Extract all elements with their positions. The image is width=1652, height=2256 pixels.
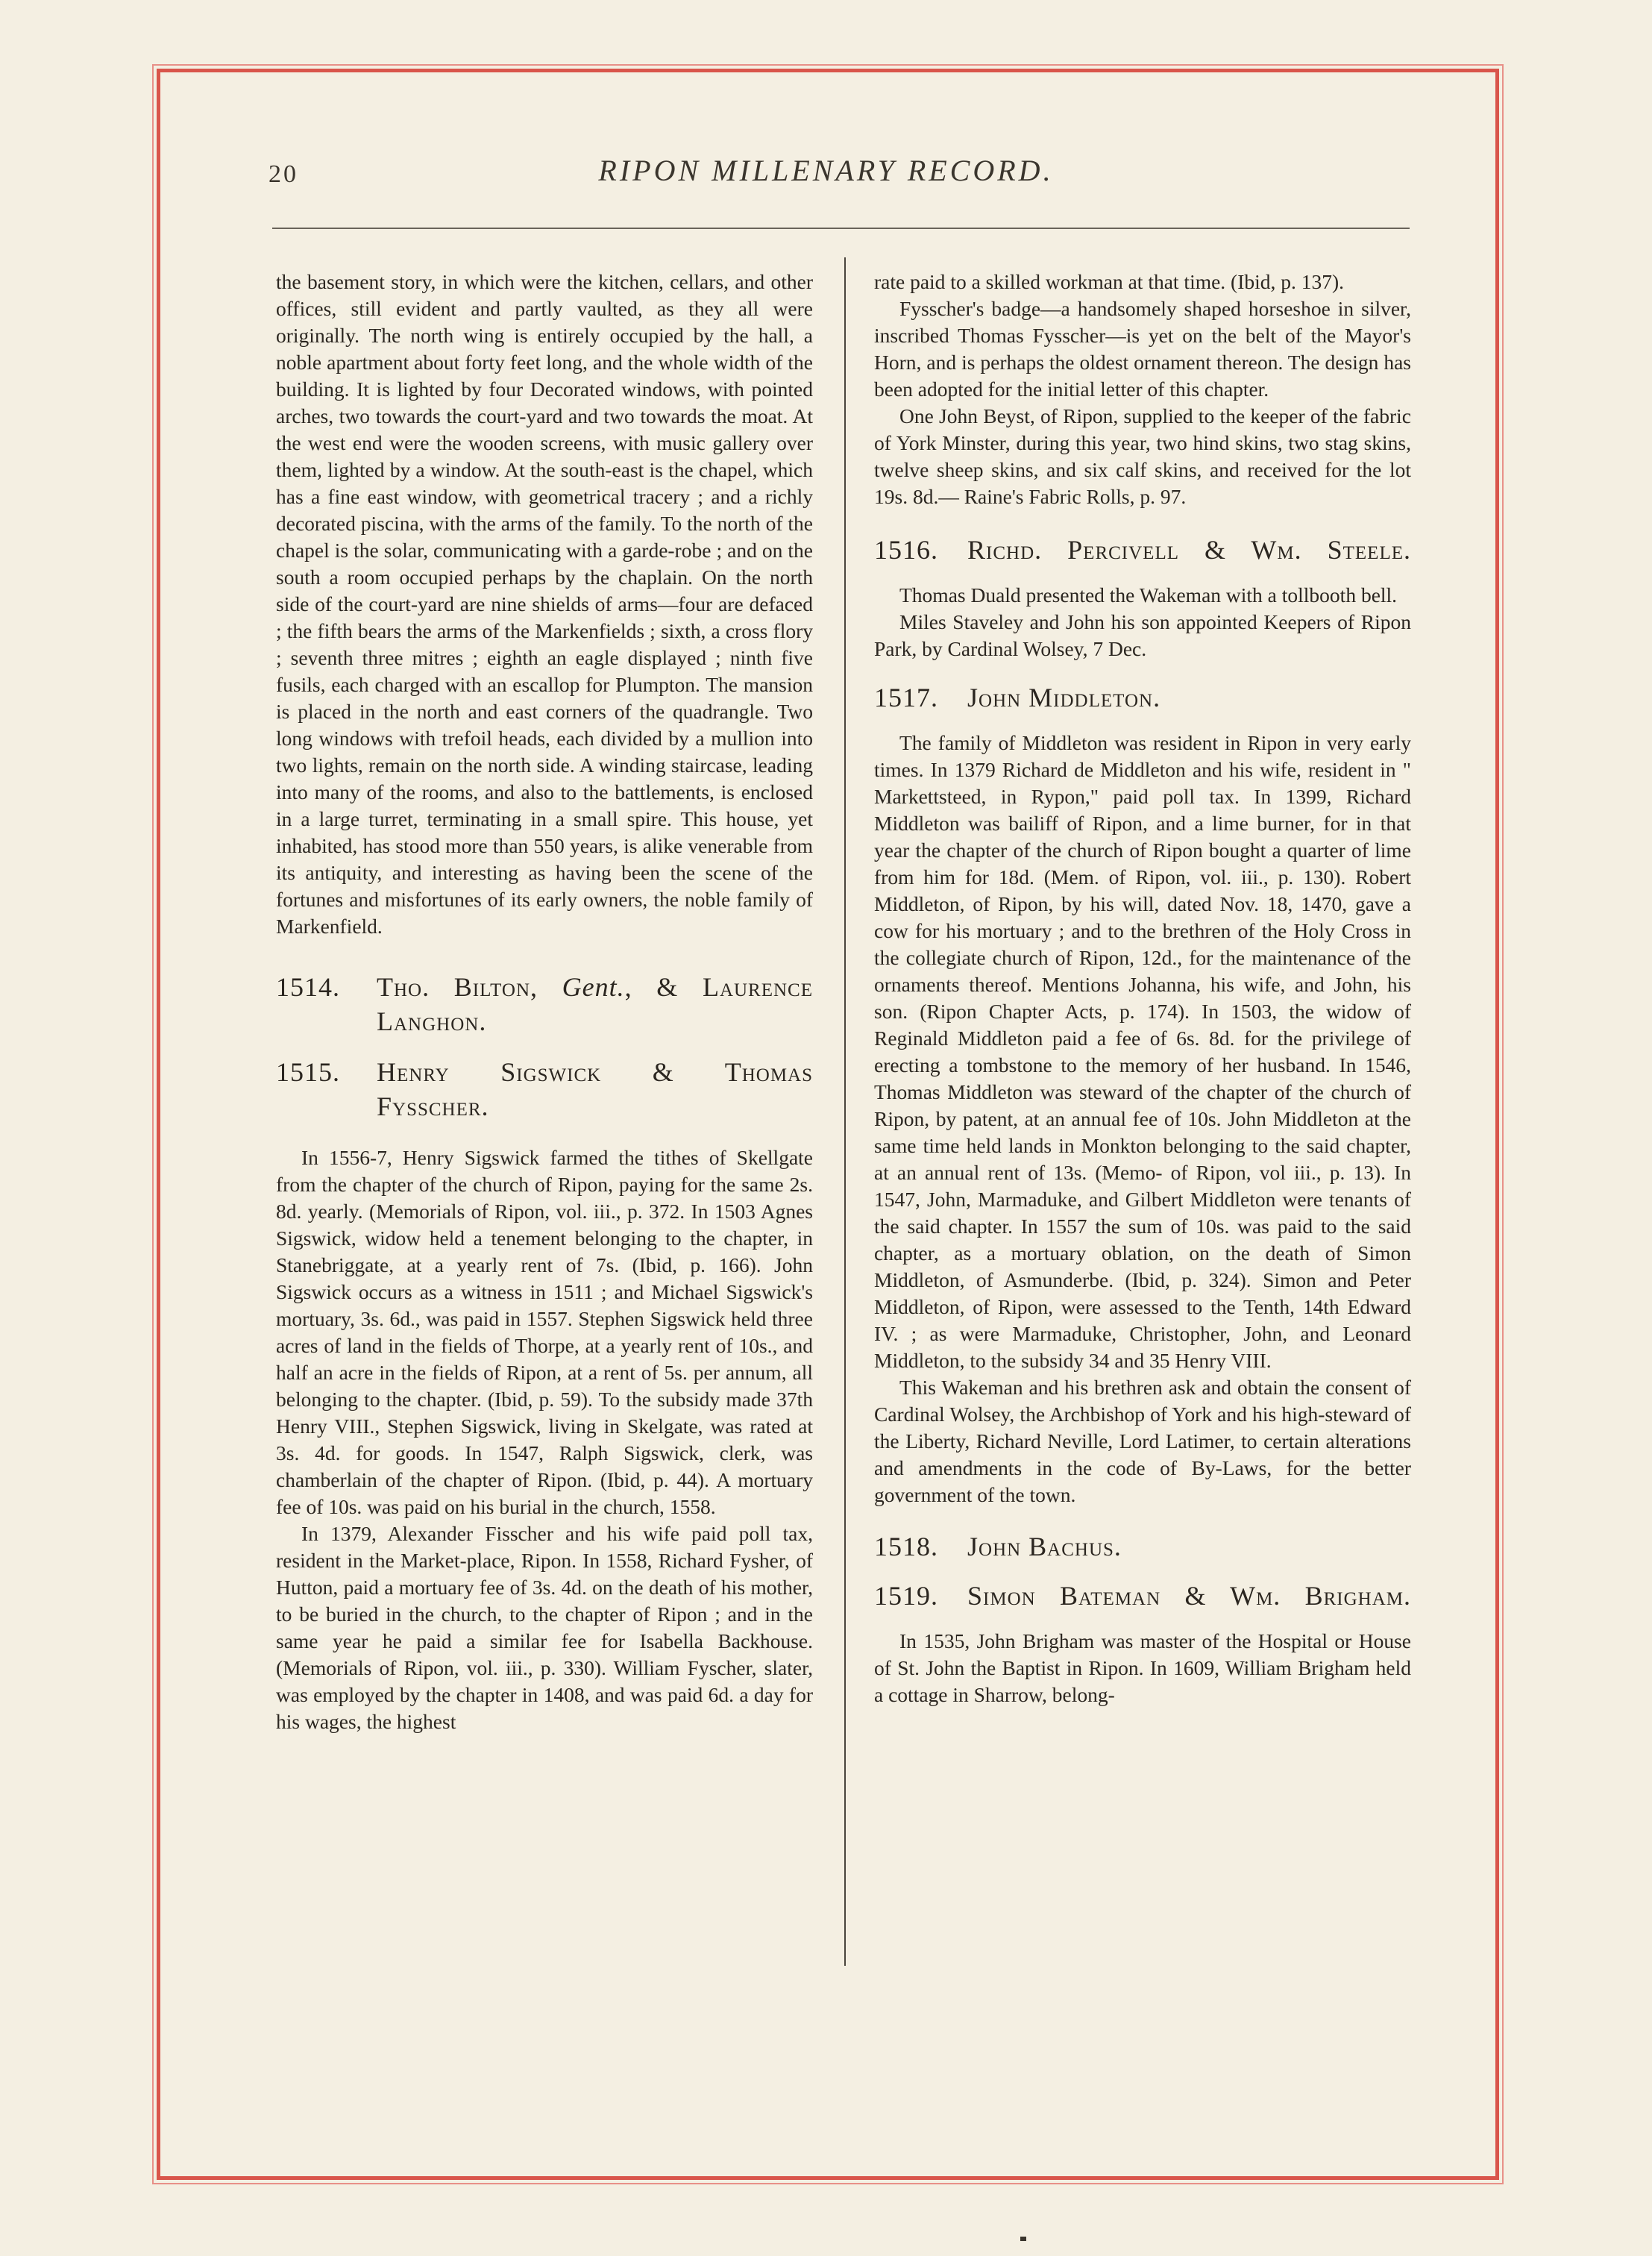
- running-title: RIPON MILLENARY RECORD.: [598, 154, 1054, 187]
- paragraph-markenfield-hall: the basement story, in which were the kitchen, cellars, and other offices, still evident and partly vaulted, as they all were originally. The north wing is entirely occupied by the hall, a noble apartment about forty feet long, and the whole width of the building. It is lighted by four Decorated windows, with pointed arches, two towards the court-yard and two towards the moat. At the west end were the wooden screens, with music gallery over them, lighted by a window. At the south-east is the chapel, which has a fine east window, with geometrical tracery ; and a richly decorated piscina, with the arms of the family. To the north of the chapel is the solar, communicating with a garde-robe ; and on the south a room occupied perhaps by the chaplain. On the north side of the court-yard are nine shields of arms—four are defaced ; the fifth bears the arms of the Markenfields ; sixth, a cross flory ; seventh three mitres ; eighth an eagle displayed ; ninth five fusils, each charged with an escallop for Plumpton. The mansion is placed in the north and east corners of the quadrangle. Two long windows with trefoil heads, each divided by a mullion into two lights, remain on the north side. A winding staircase, leading into many of the rooms, and also to the battlements, is enclosed in a large turret, terminating in a small spire. This house, yet inhabited, has stood more than 550 years, is alike venerable from its antiquity, and interesting as having been the scene of the fortunes and misfortunes of its early owners, the noble family of Markenfield.: [276, 270, 813, 938]
- right-column: [874, 269, 1411, 1708]
- heading-1516: [874, 533, 1411, 567]
- paragraph-staveley: Miles Staveley and John his son appointed Keepers of Ripon Park, by Cardinal Wolsey, 7 Dec.: [874, 610, 1411, 660]
- heading-1517: [874, 680, 1411, 715]
- heading-year: 1517.: [874, 683, 938, 712]
- paragraph-fysscher: In 1379, Alexander Fisscher and his wife paid poll tax, resident in the Market-place, Ripon. In 1558, Richard Fysher, of Hutton, paid a mortuary fee of 3s. 4d. on the death of his mother, to be buried in the church, to the chapter of Ripon ; and in the same year he paid a similar fee for Isabella Backhouse. (Memorials of Ripon, vol. iii., p. 330). William Fyscher, slater, was employed by the chapter in 1408, and was paid 6d. a day for his wages, the highest: [276, 1522, 813, 1733]
- print-mark: [1020, 2237, 1026, 2241]
- paragraph-badge: Fysscher's badge—a handsomely shaped horseshoe in silver, inscribed Thomas Fysscher—is yet on the belt of the Mayor's Horn, and is perhaps the oldest ornament thereon. The design has been adopted for the initial letter of this chapter.: [874, 297, 1411, 401]
- paragraph-continued: rate paid to a skilled workman at that time. (Ibid, p. 137).: [874, 270, 1345, 293]
- heading-names: Henry Sigswick & Thomas Fysscher.: [377, 1057, 813, 1121]
- heading-names: Tho. Bilton, Gent., & Laurence Langhon.: [377, 972, 813, 1036]
- heading-year: 1519.: [874, 1581, 938, 1611]
- paragraph-brigham: In 1535, John Brigham was master of the Hospital or House of St. John the Baptist in Ripon. In 1609, William Brigham held a cottage in Sharrow, belong-: [874, 1629, 1411, 1706]
- header-rule: [272, 228, 1410, 229]
- paragraph-beyst: One John Beyst, of Ripon, supplied to the keeper of the fabric of York Minster, during this year, two hind skins, two stag skins, twelve sheep skins, and six calf skins, and received for the lot 19s. 8d.— Raine's Fabric Rolls, p. 97.: [874, 404, 1411, 508]
- heading-names: John Bachus.: [967, 1532, 1122, 1561]
- column-divider: [844, 257, 846, 1966]
- heading-year: 1514.: [276, 972, 340, 1002]
- paragraph-duald: Thomas Duald presented the Wakeman with a tollbooth bell.: [899, 583, 1398, 607]
- heading-1515: [276, 1055, 813, 1124]
- heading-1518: [874, 1529, 1411, 1564]
- heading-names: Richd. Percivell & Wm. Steele.: [967, 535, 1411, 565]
- heading-1519: [874, 1579, 1411, 1613]
- heading-year: 1518.: [874, 1532, 938, 1561]
- page-number: 20: [268, 160, 298, 188]
- heading-names: Simon Bateman & Wm. Brigham.: [967, 1581, 1411, 1611]
- heading-year: 1516.: [874, 535, 938, 565]
- paragraph-sigswick: In 1556-7, Henry Sigswick farmed the tithes of Skellgate from the chapter of the church of Ripon, paying for the same 2s. 8d. yearly. (Memorials of Ripon, vol. iii., p. 372. In 1503 Agnes Sigswick, widow held a tenement belonging to the chapter, in Stanebriggate, at a yearly rent of 7s. (Ibid, p. 166). John Sigswick occurs as a witness in 1511 ; and Michael Sigswick's mortuary, 3s. 6d., was paid in 1557. Stephen Sigswick held three acres of land in the fields of Thorpe, at a yearly rent of 10s., and half an acre in the fields of Ripon, at a rent of 5s. per annum, all belonging to the chapter. (Ibid, p. 59). To the subsidy made 37th Henry VIII., Stephen Sigswick, living in Skelgate, was rated at 3s. 4d. for goods. In 1547, Ralph Sigswick, clerk, was chamberlain of the chapter of Ripon. (Ibid, p. 44). A mortuary fee of 10s. was paid on his burial in the church, 1558.: [276, 1146, 813, 1518]
- heading-names: John Middleton.: [967, 683, 1161, 712]
- heading-1514: [276, 970, 813, 1038]
- paragraph-middleton: The family of Middleton was resident in Ripon in very early times. In 1379 Richard de Middleton and his wife, resident in " Markettsteed, in Rypon," paid poll tax. In 1399, Richard Middleton was bailiff of Ripon, and a lime burner, for in that year the chapter of the church of Ripon bought a quarter of lime from him for 18d. (Mem. of Ripon, vol. iii., p. 130). Robert Middleton, of Ripon, by his will, dated Nov. 18, 1470, gave a cow for his mortuary ; and to the brethren of the Holy Cross in the collegiate church of Ripon, 12d., for the maintenance of the ornaments thereof. Mentions Johanna, his wife, and John, his son. (Ripon Chapter Acts, p. 174). In 1503, the widow of Reginald Middleton paid a fee of 6s. 8d. for the privilege of erecting a tombstone to the memory of her husband. In 1546, Thomas Middleton was steward of the chapter of the church of Ripon, by patent, at an annual fee of 10s. John Middleton at the same time held lands in Monkton belonging to the said chapter, at an annual rent of 13s. (Memo- of Ripon, vol iii., p. 13). In 1547, John, Marmaduke, and Gilbert Middleton were tenants of the said chapter. In 1557 the sum of 10s. was paid to the said chapter, as a mortuary oblation, on the death of Simon Middleton, of Asmunderbe. (Ibid, p. 324). Simon and Peter Middleton, of Ripon, were assessed to the Tenth, 14th Edward IV. ; as were Marmaduke, Christopher, John, and Leonard Middleton, to the subsidy 34 and 35 Henry VIII.: [874, 731, 1411, 1372]
- paragraph-wakeman: This Wakeman and his brethren ask and obtain the consent of Cardinal Wolsey, the Archbishop of York and his high-steward of the Liberty, Richard Neville, Lord Latimer, to certain alterations and amendments in the code of By-Laws, for the better government of the town.: [874, 1376, 1411, 1506]
- heading-year: 1515.: [276, 1057, 340, 1087]
- left-column: [276, 269, 813, 1735]
